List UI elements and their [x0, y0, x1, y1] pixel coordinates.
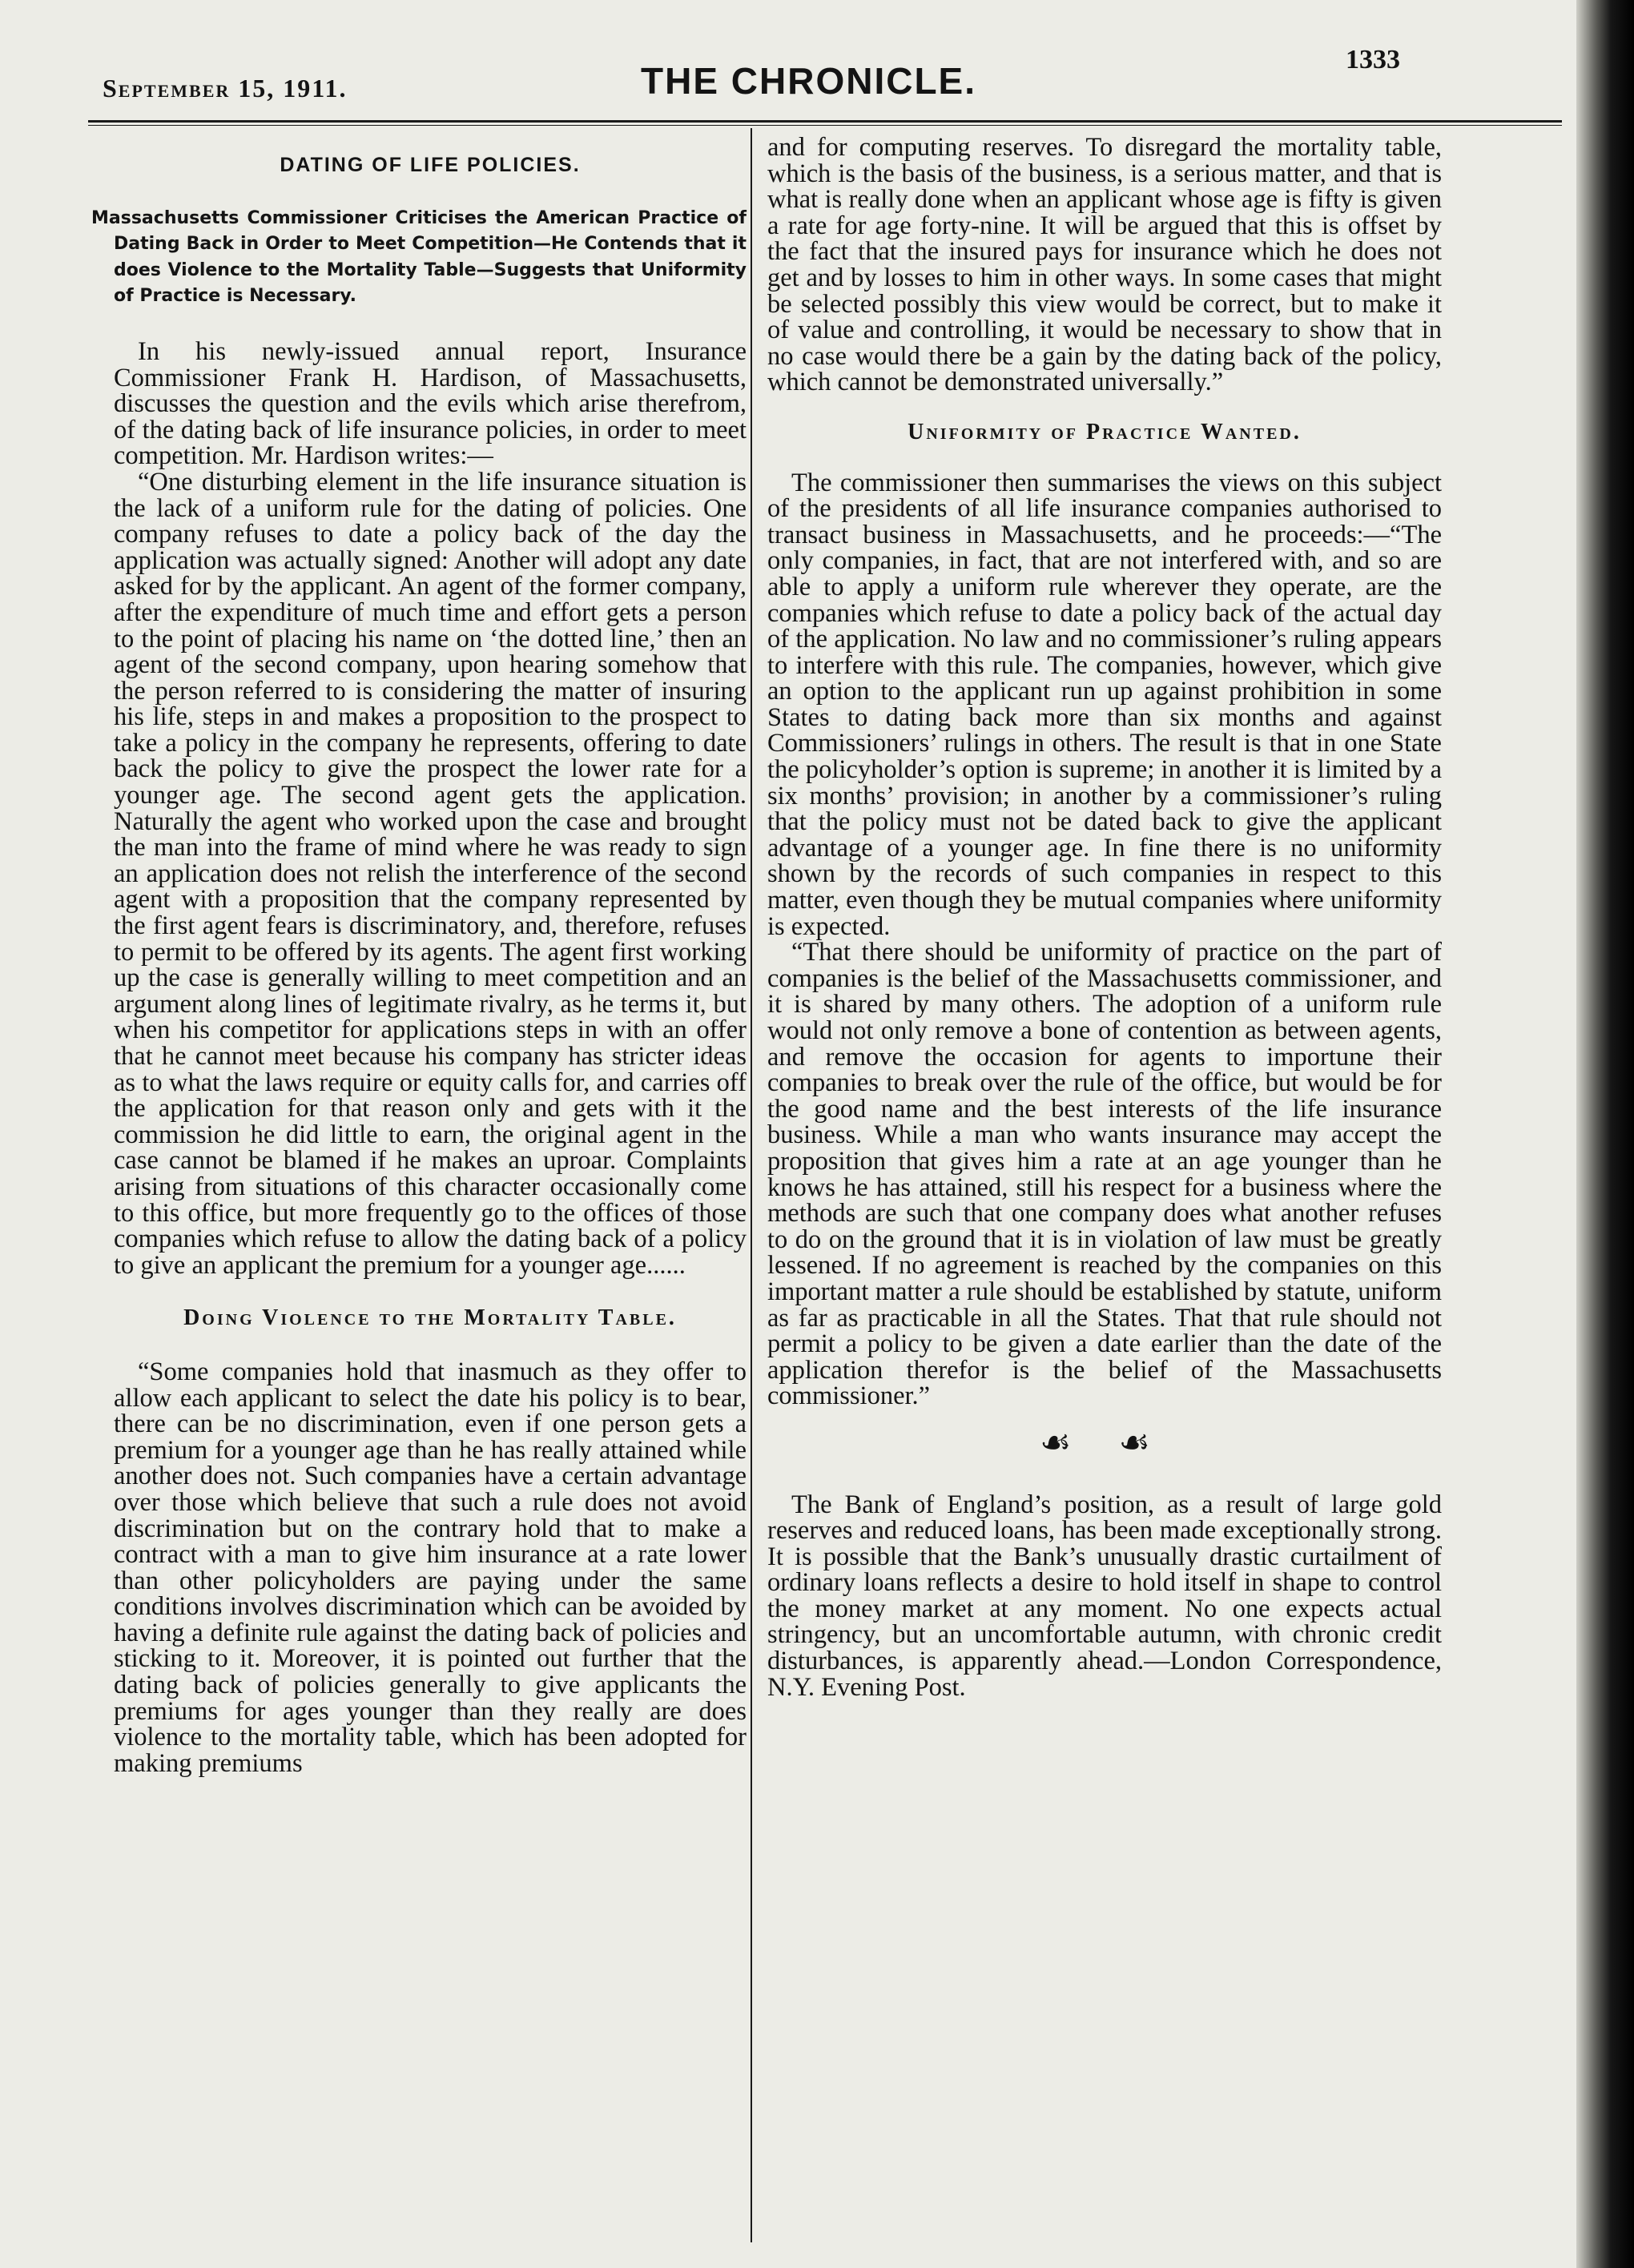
header-rule-thin [88, 125, 1562, 126]
article-paragraph: “Some companies hold that inasmuch as they offer to allow each applicant to select the date his policy is to bear, there can be no discrimination, even if one person gets a premium for a younger age than he has really attained while another does not. Such companies have a certain advantage over those which believe that such a rule does not avoid discrimination but on the contrary hold that to make a contract with a man to give him insurance at a rate lower than other policyholders are paying under the same conditions involves discrimination which can be avoided by having a definite rule against the dating back of policies and sticking to it. Moreover, it is pointed out further that the dating back of policies generally to give applicants the premiums for ages younger than they really are does violence to the mortality table, which has been adopted for making premiums [114, 1357, 747, 1778]
article-deck: Massachusetts Commissioner Criticises the American Practice of Dating Back in Order to Meet Competition—He Contends that it does Violence to the Mortality Table—Suggests that Uniformity of Practice is Necessary. [91, 207, 747, 307]
issue-date: September 15, 1911. [103, 74, 348, 103]
news-item-paragraph: The Bank of England’s position, as a result of large gold reserves and reduced loans, has been made exceptionally strong. It is possible that the Bank’s unusually drastic curtailment of ordinary loans reflects a desire to hold itself in shape to control the money market at any moment. No one expects actual stringency, but an uncomfortable autumn, with chronic credit disturbances, is apparently ahead.—London Correspondence, N.Y. Evening Post. [767, 1490, 1442, 1702]
column-divider [751, 128, 752, 2242]
article-paragraph-continued: and for computing reserves. To disregard the mortality table, which is the basis of the business, is a serious matter, and that is what is really done when an applicant whose age is fifty is given a rate for age forty-nine. It will be argued that this is offset by the fact that the insured pays for insurance which he does not get and by losses to him in other ways. In some cases that might be selected possibly this view would be correct, but to make it of value and controlling, it would be necessary to show that in no case would there be a gain by the dating back of the policy, which cannot be demonstrated universally.” [767, 133, 1442, 397]
page-number: 1333 [1346, 45, 1400, 74]
book-spine-edge [1576, 0, 1634, 2268]
right-column [767, 135, 1442, 1700]
publication-title: THE CHRONICLE. [641, 60, 976, 102]
section-subhead: Doing Violence to the Mortality Table. [183, 1305, 677, 1331]
article-paragraph: “One disturbing element in the life insurance situation is the lack of a uniform rule for the dating of policies. One company refuses to date a policy back of the day the application was actually signed: Another will adopt any date asked for by the applicant. An agent of the former company, after the expenditure of much time and effort gets a person to the point of placing his name on ‘the dotted line,’ then an agent of the second company, upon hearing somehow that the person referred to is considering the matter of insuring his life, steps in and makes a proposition to the prospect to take a policy in the company he represents, offering to date back the policy to give the prospect the lower rate for a younger age. The second agent gets the application. Naturally the agent who worked upon the case and brought the man into the frame of mind where he was ready to sign an application does not relish the interference of the second agent with a proposition that the company represented by the first agent fears is discriminatory, and, therefore, refuses to permit to be offered by its agents. The agent first working up the case is generally willing to meet competition and an argument along lines of legitimate rivalry, as he terms it, but when his competitor for applications steps in with an offer that he cannot meet because his company has stricter ideas as to what the laws require or equity calls for, and carries off the application for that reason only and gets with it the commission he did little to earn, the original agent in the case cannot be blamed if he makes an uproar. Complaints arising from situations of this character occasionally come to this office, but more frequently go to the offices of those companies which refuse to allow the dating back of a policy to give an applicant the premium for a younger age...... [114, 467, 747, 1280]
article-paragraph: The commissioner then summarises the views on this subject of the presidents of all life insurance companies authorised to transact business in Massachusetts, and he proceeds:—“The only companies, in fact, that are not interfered with, and so are able to apply a uniform rule wherever they operate, are the companies which refuse to date a policy back of the actual day of the application. No law and no commissioner’s ruling appears to interfere with this rule. The companies, however, which give an option to the applicant run up against prohibition in some States to dating back more than six months and against Commissioners’ rulings in others. The result is that in one State the policyholder’s option is supreme; in another it is limited by a six months’ provision; in another by a commissioner’s ruling that the policy must not be dated back to give the applicant advantage of a younger age. In fine there is no uniformity shown by the records of such companies in respect to this matter, even though they be mutual companies where uniformity is expected. [767, 468, 1442, 941]
section-separator-ornament: ☙ ☙ [1040, 1422, 1169, 1462]
article-title: DATING OF LIFE POLICIES. [280, 154, 581, 176]
header-rule [88, 120, 1562, 123]
section-subhead: Uniformity of Practice Wanted. [908, 419, 1302, 444]
left-column [91, 152, 747, 1778]
article-paragraph: “That there should be uniformity of practice on the part of companies is the belief of the Massachusetts commissioner, and it is shared by many others. The adoption of a uniform rule would not only remove a bone of contention as between agents, and remove the occasion for agents to importune their companies to break over the rule of the office, but would be for the good name and the best interests of the life insurance business. While a man who wants insurance may accept the proposition that gives him a rate at an age younger than he knows he has attained, still his respect for a business where the methods are such that one company does what another refuses to do on the ground that it is in violation of law must be greatly lessened. If no agreement is reached by the companies on this important matter a rule should be established by statute, uniform as far as practicable in all the States. That that rule should not permit a policy to be given a date earlier than the date of the application therefor is the belief of the Massachusetts commissioner.” [767, 938, 1442, 1411]
article-paragraph: In his newly-issued annual report, Insurance Commissioner Frank H. Hardison, of Massachusetts, discusses the question and the evils which arise therefrom, of the dating back of life insurance policies, in order to meet competition. Mr. Hardison writes:— [114, 336, 747, 471]
